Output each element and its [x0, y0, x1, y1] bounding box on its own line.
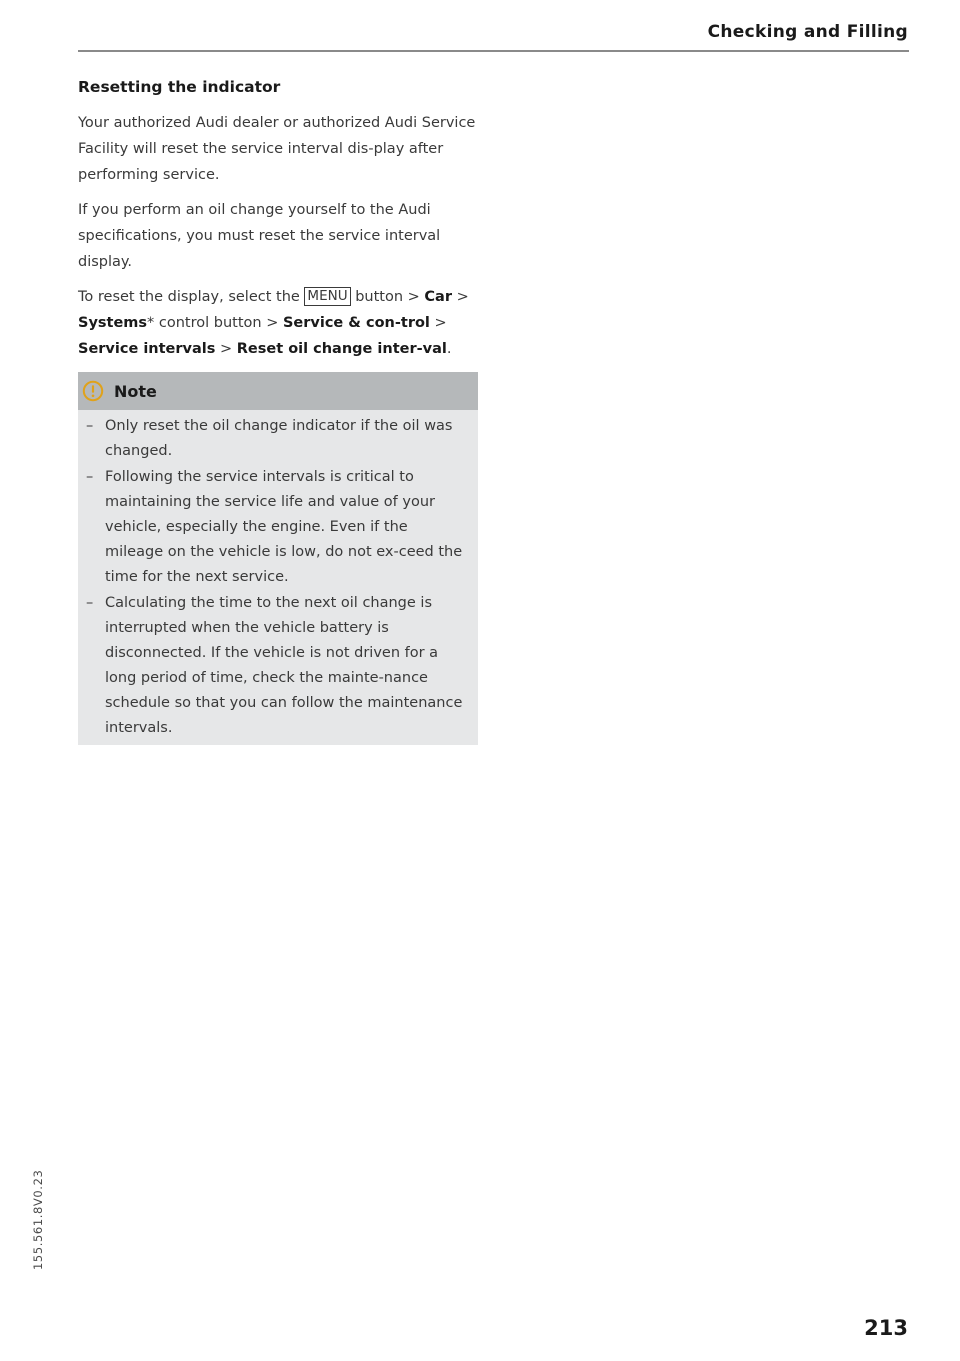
note-item-text: Following the service intervals is critical to maintaining the service life and value of your vehicle, especially the engine. Even if the mileage on the vehicle is low, do not ex-ceed the time for the next service.	[105, 469, 463, 585]
control-button-text: control button >	[154, 315, 283, 331]
note-item	[86, 465, 464, 590]
paragraph-reset-instructions	[78, 284, 478, 362]
note-item	[86, 414, 464, 464]
menu-key: MENU	[304, 287, 350, 306]
instruction-end: .	[446, 341, 452, 357]
main-content	[78, 74, 478, 745]
optional-equipment-asterisk: *	[147, 315, 155, 331]
step-separator: >	[215, 341, 237, 357]
note-list	[78, 410, 478, 745]
note-header	[78, 372, 478, 410]
paragraph-self-reset: If you perform an oil change yourself to the Audi specifications, you must reset the service interval display.	[78, 202, 441, 270]
note-title: Note	[114, 381, 157, 401]
paragraph-dealer-reset: Your authorized Audi dealer or authorized Audi Service Facility will reset the service interval dis-play after performing service.	[78, 115, 476, 183]
list-dash: –	[86, 469, 94, 485]
step-service-intervals: Service intervals	[78, 341, 216, 357]
list-dash: –	[86, 595, 94, 611]
note-box	[78, 372, 478, 745]
step-separator: >	[451, 289, 469, 305]
step-car: Car	[424, 289, 452, 305]
step-systems: Systems	[78, 315, 148, 331]
instruction-prefix: To reset the display, select the	[78, 289, 305, 305]
step-separator: >	[429, 315, 447, 331]
note-item-text: Only reset the oil change indicator if the oil was changed.	[105, 418, 453, 459]
instruction-after-key: button >	[350, 289, 425, 305]
section-heading: Resetting the indicator	[78, 78, 281, 96]
exclamation-circle-icon	[82, 380, 104, 402]
note-item-text: Calculating the time to the next oil change is interrupted when the vehicle battery is disconnected. If the vehicle is not driven for a long period of time, check the mainte-nance schedule so that you can follow the maintenance intervals.	[105, 595, 463, 736]
page-number: 213	[864, 1316, 908, 1340]
step-service-control: Service & con-trol	[282, 315, 430, 331]
step-reset-oil-change: Reset oil change inter-val	[236, 341, 447, 357]
list-dash: –	[86, 418, 94, 434]
header-rule	[78, 50, 909, 52]
note-item	[86, 591, 464, 741]
section-title: Checking and Filling	[707, 22, 908, 42]
document-code: 155.561.8V0.23	[31, 1169, 45, 1270]
